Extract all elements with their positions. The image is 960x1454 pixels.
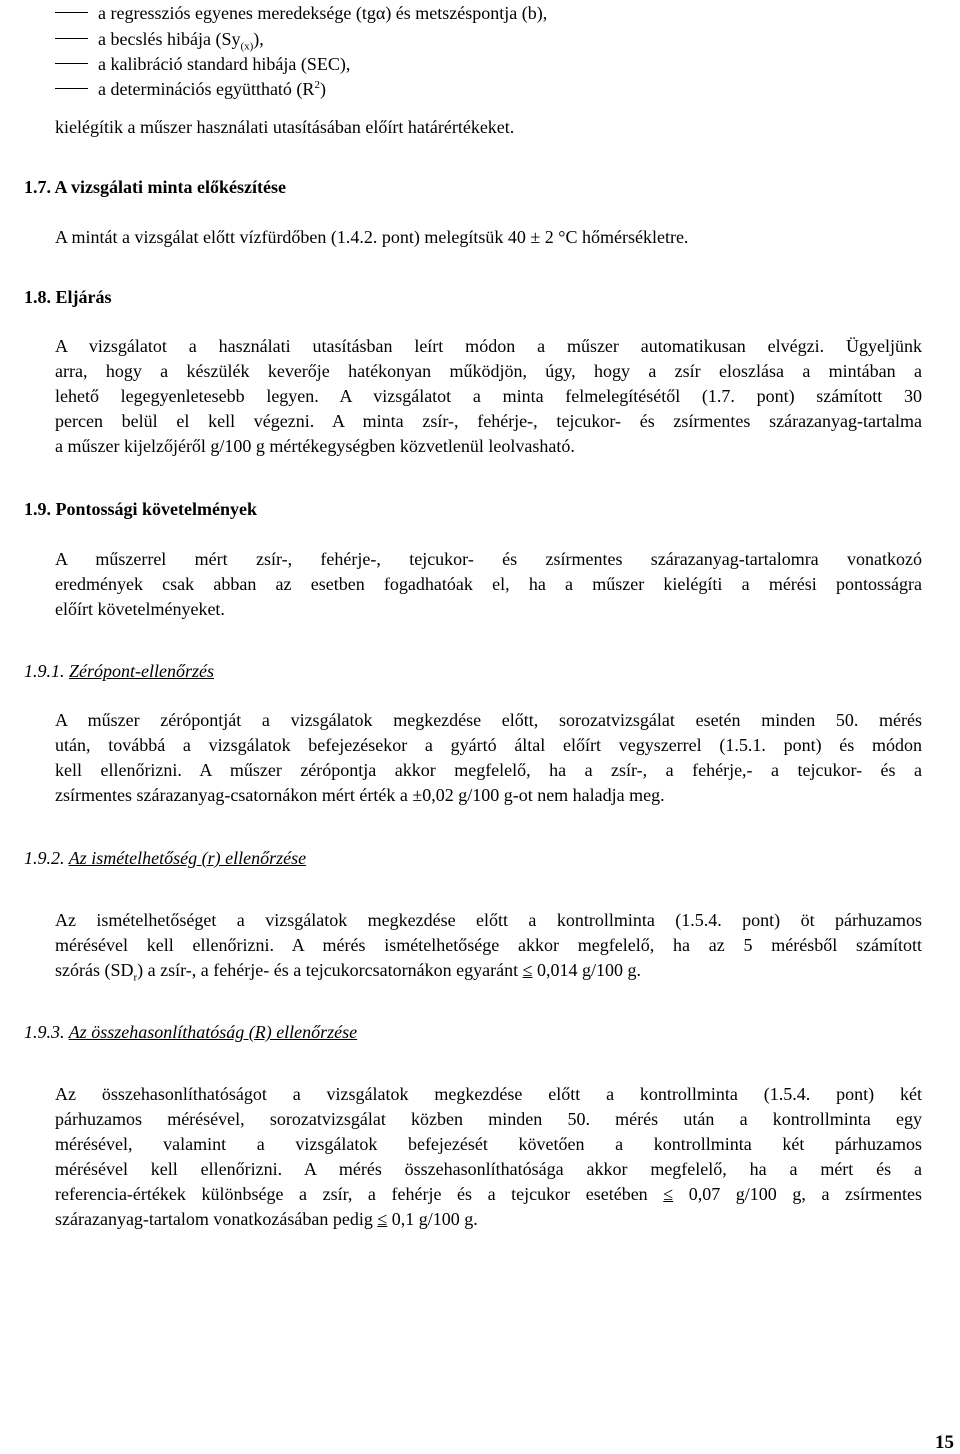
- list-item-text: a regressziós egyenes meredeksége (tg: [98, 3, 376, 23]
- section-heading-1-9-1: 1.9.1. Zérópont-ellenőrzés: [24, 661, 214, 681]
- list-item-text: a determinációs együttható (R: [98, 79, 315, 99]
- alpha-symbol: α: [375, 3, 386, 23]
- dash-bullet: [55, 38, 88, 39]
- list-item-text: a becslés hibája (Sy: [98, 29, 241, 49]
- section-heading-1-9-2: 1.9.2. Az ismételhetőség (r) ellenőrzése: [24, 848, 307, 868]
- less-equal-symbol: ≤: [377, 1209, 388, 1229]
- section-heading-1-8: 1.8. Eljárás: [24, 287, 112, 307]
- document-page: a regressziós egyenes meredeksége (tgα) és metszéspontja (b), a becslés hibája $(Sy_{(x)})$, a kalibráció standard hibája (SEC), a determinációs együttható $(R^2)$ kielégítik a műszer használati utasításában előírt határértékeket. 1.7. A vizsgálati minta előkészítése A mintát a vizsgálat előtt vízfürdőben (1.4.2. pont) melegítsük 40 ± 2 °C hőmérsékletre. 1.8. Eljárás A vizsgálatot a használati utasításban leírt módon a műszer automatikusan elvégzi. Ügyeljünk arra, hogy a készülék keverője hatékonyan működjön, úgy, hogy a zsír eloszlása a mintában a lehető legegyenletesebb legyen. A vizsgálatot a minta felmelegítésétől (1.7. pont) számított 30 percen belül el kell végezni. A minta zsír-, fehérje-, tejcukor- és zsírmentes szárazanyag-tartalma a műszer kijelzőjéről g/100 g mértékegységben közvetlenül leolvasható. 1.9. Pontossági követelmények A műszerrel mért zsír-, fehérje-, tejcukor- és zsírmentes szárazanyag-tartalomra vonatkozó eredmények csak abban az esetben fogadhatóak el, ha a műszer kielégíti a mérési pontosságra előírt követelményeket. 1.9.1. Zérópont-ellenőrzés A műszer zérópontját a vizsgálatok megkezdése előtt, sorozatvizsgálat esetén minden 50. mérés után, továbbá a vizsgálatok befejezésekor a gyártó által előírt vegyszerrel (1.5.1. pont) és módon kell ellenőrizni. A műszer zérópontja akkor megfelelő, ha a zsír-, a fehérje,- a tejcukor- és a zsírmentes szárazanyag-csatornákon mért érték a ±0,02 g/100 g-ot nem haladja meg. 1.9.2. Az ismételhetőség (r) ellenőrzése Az ismételhetőséget a vizsgálatok megkezdése előtt a kontrollminta (1.5.4. pont) öt párhuzamos mérésével kell ellenőrizni. A mérés ismételhetősége akkor megfelelő, ha az 5 mérésből számított szórás $(SD_r)$ a zsír-, a fehérje- és a tejcukorcsatornákon egyaránt ≤ 0,014 g/100 g. 1.9.3. Az összehasonlíthatóság (R) ellenőrzése Az összehasonlíthatóságot a vizsgálatok megkezdése előtt a kontrollminta (1.5.4. pont) két párhuzamos mérésével, sorozatvizsgálat közben minden 50. mérés után a kontrollminta egy mérésével, valamint a vizsgálatok befejezését követően a kontrollminta két párhuzamos mérésével kell ellenőrizni. A mérés összehasonlíthatósága akkor megfelelő, ha a mért és a referencia-értékek különbsége a zsír, a fehérje és a tejcukor esetében ≤ 0,07 g/100 g, a zsírmentes szárazanyag-tartalom vonatkozásában pedig ≤ 0,1 g/100 g. 15: [24, 3, 954, 1453]
- list-item-text: a kalibráció standard hibája (SEC),: [98, 54, 351, 74]
- section-1-9-2-paragraph: Az ismételhetőséget a vizsgálatok megkezdése előtt a kontrollminta (1.5.4. pont) öt párhuzamos mérésével kell ellenőrizni. A mérés ismételhetősége akkor megfelelő, ha az 5 mérésből számított szórás $(SD_r)$ a zsír-, a fehérje- és a tejcukorcsatornákon egyaránt ≤ 0,014 g/100 g.: [55, 910, 922, 984]
- less-equal-symbol: ≤: [522, 960, 533, 980]
- dash-bullet: [55, 63, 88, 64]
- section-1-9-3-paragraph: Az összehasonlíthatóságot a vizsgálatok megkezdése előtt a kontrollminta (1.5.4. pont) két párhuzamos mérésével, sorozatvizsgálat közben minden 50. mérés után a kontrollminta egy mérésével, valamint a vizsgálatok befejezését követően a kontrollminta két párhuzamos mérésével kell ellenőrizni. A mérés összehasonlíthatósága akkor megfelelő, ha a mért és a referencia-értékek különbsége a zsír, a fehérje és a tejcukor esetében ≤ 0,07 g/100 g, a zsírmentes szárazanyag-tartalom vonatkozásában pedig ≤ 0,1 g/100 g.: [55, 1084, 923, 1229]
- less-equal-symbol: ≤: [663, 1184, 674, 1204]
- section-1-7-text: A mintát a vizsgálat előtt vízfürdőben (1.4.2. pont) melegítsük 40 ± 2 °C hőmérsékletre.: [55, 227, 689, 247]
- section-heading-1-9: 1.9. Pontossági követelmények: [24, 499, 257, 519]
- section-1-9-1-paragraph: A műszer zérópontját a vizsgálatok megkezdése előtt, sorozatvizsgálat esetén minden 50. mérés után, továbbá a vizsgálatok befejezésekor a gyártó által előírt vegyszerrel (1.5.1. pont) és módon kell ellenőrizni. A műszer zérópontja akkor megfelelő, ha a zsír-, a fehérje,- a tejcukor- és a zsírmentes szárazanyag-csatornákon mért érték a ±0,02 g/100 g-ot nem haladja meg.: [55, 710, 922, 805]
- page-number: 15: [935, 1432, 954, 1453]
- intro-tail-text: kielégítik a műszer használati utasításában előírt határértékeket.: [55, 117, 515, 137]
- section-heading-1-9-3: 1.9.3. Az összehasonlíthatóság (R) ellenőrzése: [24, 1022, 358, 1042]
- section-1-9-paragraph: A műszerrel mért zsír-, fehérje-, tejcukor- és zsírmentes szárazanyag-tartalomra vonatkozó eredmények csak abban az esetben fogadhatóak el, ha a műszer kielégíti a mérési pontosságra előírt követelményeket.: [55, 549, 922, 619]
- dash-bullet: [55, 12, 88, 13]
- section-heading-1-7: 1.7. A vizsgálati minta előkészítése: [24, 177, 286, 197]
- dash-bullet: [55, 88, 88, 89]
- section-1-8-paragraph: A vizsgálatot a használati utasításban leírt módon a műszer automatikusan elvégzi. Ügyeljünk arra, hogy a készülék keverője hatékonyan működjön, úgy, hogy a zsír eloszlása a mintában a lehető legegyenletesebb legyen. A vizsgálatot a minta felmelegítésétől (1.7. pont) számított 30 percen belül el kell végezni. A minta zsír-, fehérje-, tejcukor- és zsírmentes szárazanyag-tartalma a műszer kijelzőjéről g/100 g mértékegységben közvetlenül leolvasható.: [55, 336, 922, 456]
